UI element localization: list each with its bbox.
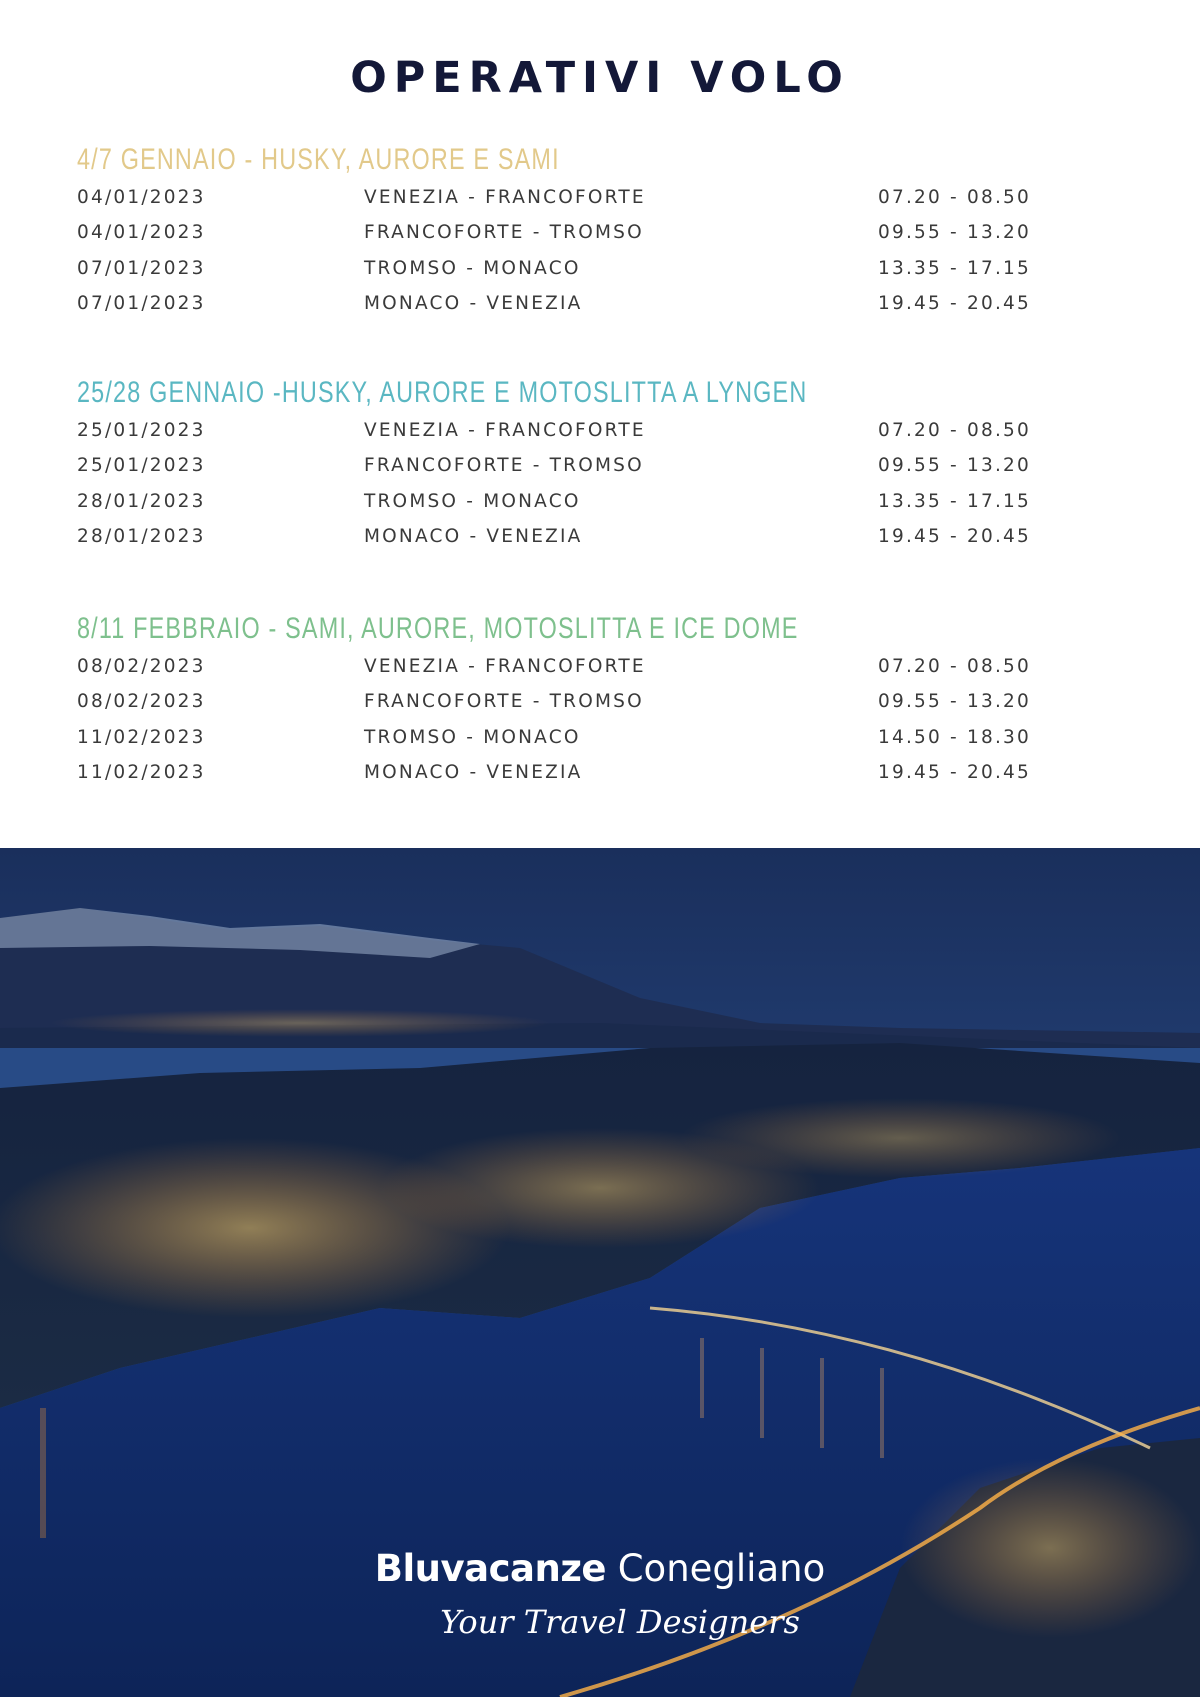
section-heading: 25/28 GENNAIO -HUSKY, AURORE E MOTOSLITTA A LYNGEN	[77, 376, 808, 409]
section-january-4-7	[77, 140, 1137, 321]
flight-row	[77, 413, 1137, 448]
flight-route: TROMSO - MONACO	[364, 490, 581, 512]
flight-route: FRANCOFORTE - TROMSO	[364, 691, 644, 713]
flight-date: 07/01/2023	[77, 292, 206, 314]
flight-row	[77, 251, 1137, 286]
flight-route: FRANCOFORTE - TROMSO	[364, 455, 644, 477]
flight-time: 19.45 - 20.45	[878, 292, 1031, 314]
flight-date: 25/01/2023	[77, 420, 206, 441]
flight-route: MONACO - VENEZIA	[364, 292, 583, 314]
flight-route: TROMSO - MONACO	[364, 726, 581, 748]
flight-row	[77, 649, 1137, 684]
section-heading: 4/7 GENNAIO - HUSKY, AURORE E SAMI	[77, 143, 560, 176]
flight-row	[77, 684, 1137, 719]
flight-time: 09.55 - 13.20	[878, 691, 1031, 713]
section-february-8-11	[77, 609, 1137, 790]
flight-date: 25/01/2023	[77, 455, 206, 477]
flight-time: 14.50 - 18.30	[878, 726, 1031, 748]
flight-list	[77, 180, 1137, 321]
flight-list	[77, 413, 1137, 554]
brand-logo	[0, 1545, 1200, 1645]
flight-time: 19.45 - 20.45	[878, 761, 1031, 783]
brand-name-light: Conegliano	[617, 1547, 826, 1590]
flight-row	[77, 180, 1137, 215]
flight-time: 07.20 - 08.50	[878, 187, 1031, 208]
flight-date: 04/01/2023	[77, 222, 206, 244]
flight-time: 19.45 - 20.45	[878, 525, 1031, 547]
flight-row	[77, 519, 1137, 554]
flight-route: MONACO - VENEZIA	[364, 525, 583, 547]
flight-time: 07.20 - 08.50	[878, 420, 1031, 441]
flight-row	[77, 215, 1137, 250]
schedule-panel	[0, 0, 1200, 848]
page-title: OPERATIVI VOLO	[350, 53, 850, 103]
flight-date: 28/01/2023	[77, 490, 206, 512]
flight-list	[77, 649, 1137, 790]
section-january-25-28	[77, 373, 1137, 554]
flight-date: 08/02/2023	[77, 691, 206, 713]
flight-row	[77, 720, 1137, 755]
section-heading: 8/11 FEBBRAIO - SAMI, AURORE, MOTOSLITTA E ICE DOME	[77, 612, 799, 645]
flight-route: VENEZIA - FRANCOFORTE	[364, 656, 646, 677]
flight-route: VENEZIA - FRANCOFORTE	[364, 187, 646, 208]
flight-route: VENEZIA - FRANCOFORTE	[364, 420, 646, 441]
flight-date: 28/01/2023	[77, 525, 206, 547]
flight-time: 13.35 - 17.15	[878, 490, 1031, 512]
flight-row	[77, 286, 1137, 321]
flight-row	[77, 448, 1137, 483]
flight-route: FRANCOFORTE - TROMSO	[364, 222, 644, 244]
flight-time: 07.20 - 08.50	[878, 656, 1031, 677]
flight-row	[77, 755, 1137, 790]
flight-time: 09.55 - 13.20	[878, 455, 1031, 477]
brand-tagline: Your Travel Designers	[440, 1603, 800, 1641]
flight-time: 09.55 - 13.20	[878, 222, 1031, 244]
flight-date: 08/02/2023	[77, 656, 206, 677]
flight-row	[77, 484, 1137, 519]
flight-route: TROMSO - MONACO	[364, 257, 581, 279]
flight-route: MONACO - VENEZIA	[364, 761, 583, 783]
flight-date: 04/01/2023	[77, 187, 206, 208]
flight-date: 11/02/2023	[77, 726, 206, 748]
flight-date: 07/01/2023	[77, 257, 206, 279]
brand-name-bold: Bluvacanze	[374, 1547, 606, 1590]
brand-name	[0, 1545, 1200, 1593]
flight-time: 13.35 - 17.15	[878, 257, 1031, 279]
flight-date: 11/02/2023	[77, 761, 206, 783]
